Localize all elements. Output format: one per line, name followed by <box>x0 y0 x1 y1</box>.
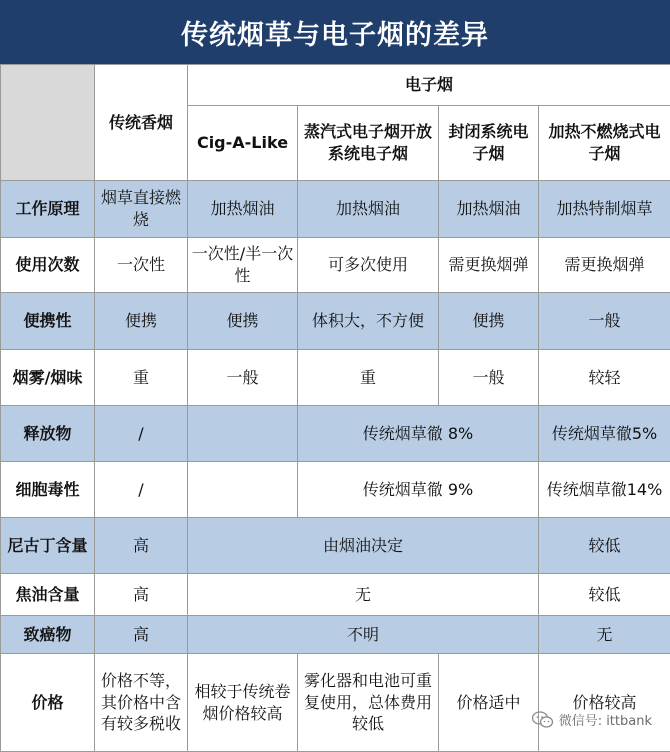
cell-ecig-merged: 传统烟草徹 8% <box>298 406 539 462</box>
header-col-heat-not-burn: 加热不燃烧式电子烟 <box>539 106 670 181</box>
comparison-table <box>0 64 670 752</box>
table-row <box>1 350 670 406</box>
cell-open-system: 加热烟油 <box>298 181 439 238</box>
cell-traditional: / <box>95 406 188 462</box>
row-label: 尼古丁含量 <box>1 518 95 574</box>
cell-cig-a-like <box>188 462 298 518</box>
cell-ecig-merged: 不明 <box>188 616 539 654</box>
cell-closed-system: 一般 <box>439 350 539 406</box>
cell-heat-not-burn: 较轻 <box>539 350 670 406</box>
header-traditional: 传统香烟 <box>95 65 188 181</box>
cell-ecig-merged: 无 <box>188 574 539 616</box>
cell-traditional: 高 <box>95 518 188 574</box>
cell-ecig-merged: 传统烟草徹 9% <box>298 462 539 518</box>
cell-open-system: 重 <box>298 350 439 406</box>
cell-open-system: 可多次使用 <box>298 238 439 293</box>
cell-closed-system: 价格适中 <box>439 654 539 752</box>
row-label: 细胞毒性 <box>1 462 95 518</box>
cell-cig-a-like: 便携 <box>188 293 298 350</box>
cell-open-system: 雾化器和电池可重复使用，总体费用较低 <box>298 654 439 752</box>
cell-heat-not-burn: 需更换烟弹 <box>539 238 670 293</box>
cell-traditional: 便携 <box>95 293 188 350</box>
cell-heat-not-burn: 价格较高 <box>539 654 670 752</box>
row-label: 便携性 <box>1 293 95 350</box>
watermark-text: 微信号: ittbank <box>559 710 652 729</box>
cell-traditional: 价格不等，其价格中含有较多税收 <box>95 654 188 752</box>
cell-cig-a-like: 加热烟油 <box>188 181 298 238</box>
cell-traditional: 一次性 <box>95 238 188 293</box>
table-row <box>1 462 670 518</box>
cell-closed-system: 加热烟油 <box>439 181 539 238</box>
row-label: 烟雾/烟味 <box>1 350 95 406</box>
cell-closed-system: 需更换烟弹 <box>439 238 539 293</box>
cell-traditional: 高 <box>95 574 188 616</box>
table-row <box>1 181 670 238</box>
table-row <box>1 574 670 616</box>
table-row <box>1 406 670 462</box>
row-label: 焦油含量 <box>1 574 95 616</box>
cell-heat-not-burn: 加热特制烟草 <box>539 181 670 238</box>
row-label: 致癌物 <box>1 616 95 654</box>
cell-heat-not-burn: 一般 <box>539 293 670 350</box>
cell-heat-not-burn: 传统烟草徹5% <box>539 406 670 462</box>
header-ecig-group: 电子烟 <box>188 65 670 106</box>
table-row <box>1 616 670 654</box>
header-col-closed-system: 封闭系统电子烟 <box>439 106 539 181</box>
cell-traditional: / <box>95 462 188 518</box>
header-corner <box>1 65 95 181</box>
cell-closed-system: 便携 <box>439 293 539 350</box>
table-row <box>1 654 670 752</box>
header-col-open-system: 蒸汽式电子烟开放系统电子烟 <box>298 106 439 181</box>
row-label: 释放物 <box>1 406 95 462</box>
table-row <box>1 238 670 293</box>
watermark <box>532 710 652 729</box>
cell-heat-not-burn: 较低 <box>539 518 670 574</box>
page-title: 传统烟草与电子烟的差异 <box>0 0 670 64</box>
table-row <box>1 518 670 574</box>
header-col-cig-a-like: Cig-A-Like <box>188 106 298 181</box>
cell-traditional: 重 <box>95 350 188 406</box>
cell-cig-a-like <box>188 406 298 462</box>
wechat-icon <box>532 711 554 729</box>
cell-heat-not-burn: 无 <box>539 616 670 654</box>
cell-ecig-merged: 由烟油决定 <box>188 518 539 574</box>
header-row-1 <box>1 65 670 106</box>
cell-heat-not-burn: 传统烟草徹14% <box>539 462 670 518</box>
cell-cig-a-like: 相较于传统卷烟价格较高 <box>188 654 298 752</box>
cell-open-system: 体积大，不方便 <box>298 293 439 350</box>
cell-heat-not-burn: 较低 <box>539 574 670 616</box>
cell-traditional: 高 <box>95 616 188 654</box>
cell-cig-a-like: 一次性/半一次性 <box>188 238 298 293</box>
row-label: 价格 <box>1 654 95 752</box>
table-row <box>1 293 670 350</box>
row-label: 使用次数 <box>1 238 95 293</box>
row-label: 工作原理 <box>1 181 95 238</box>
cell-cig-a-like: 一般 <box>188 350 298 406</box>
cell-traditional: 烟草直接燃烧 <box>95 181 188 238</box>
